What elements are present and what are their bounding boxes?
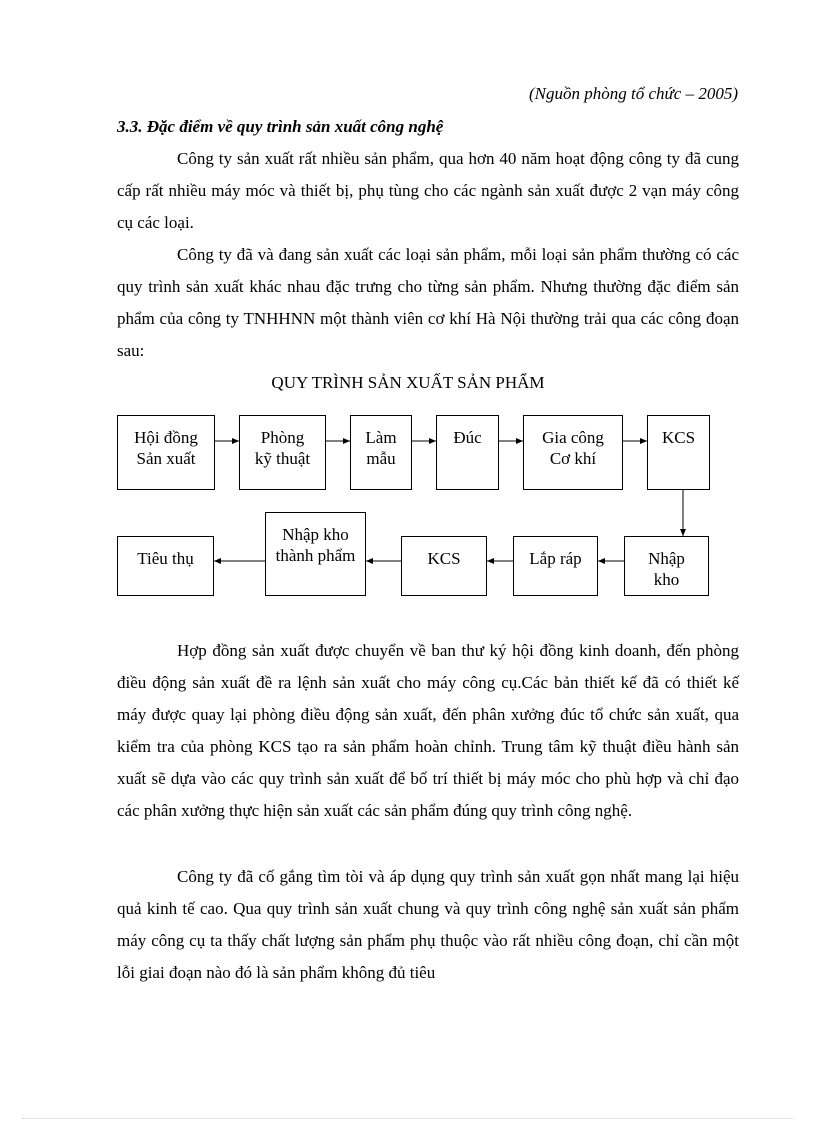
flow-box-hoi-dong-san-xuat: Hội đồng Sản xuất [117,415,215,490]
flow-box-duc: Đúc [436,415,499,490]
paragraph-4: Công ty đã cố gắng tìm tòi và áp dụng quy trình sản xuất gọn nhất mang lại hiệu quả kinh tế cao. Qua quy trình sản xuất chung và quy trình công nghệ sản xuất sản phẩm máy công cụ ta thấy chất lượng sản phẩm phụ thuộc vào rất nhiều công đoạn, chỉ cần một lỗi giai đoạn nào đó là sản phẩm không đủ tiêu [117,867,739,982]
flowchart-title: QUY TRÌNH SẢN XUẤT SẢN PHẨM [271,373,545,392]
flow-box-nhap-kho-thanh-pham: Nhập kho thành phẩm [265,512,366,596]
paragraph-2: Công ty đã và đang sản xuất các loại sản phẩm, mỗi loại sản phẩm thường có các quy trình sản xuất khác nhau đặc trưng cho từng sản phẩm. Nhưng thường đặc điểm sản phẩm của công ty TNHHNN một thành viên cơ khí Hà Nội thường trải qua các công đoạn sau: [117,245,739,360]
flow-box-lam-mau: Làm mẫu [350,415,412,490]
paragraph-3: Hợp đồng sản xuất được chuyển về ban thư ký hội đồng kinh doanh, đến phòng điều động sản xuất đề ra lệnh sản xuất cho máy công cụ.Các bản thiết kế đã có thiết kế máy được quay lại phòng điều động sản xuất, đến phân xưởng đúc tổ chức sản xuất, qua kiểm tra của phòng KCS tạo ra sản phẩm hoàn chỉnh. Trung tâm kỹ thuật điều hành sản xuất sẽ dựa vào các quy trình sản xuất để bố trí thiết bị máy móc cho phù hợp và chỉ đạo các phân xưởng thực hiện sản xuất các sản phẩm đúng quy trình công nghệ. [117,641,739,820]
flow-box-kcs-1: KCS [647,415,710,490]
flow-box-kcs-2: KCS [401,536,487,596]
flow-box-lap-rap: Lắp ráp [513,536,598,596]
page-bottom-border [22,1118,794,1119]
source-note: (Nguồn phòng tổ chức – 2005) [529,84,738,103]
section-heading: 3.3. Đặc điểm về quy trình sản xuất công nghệ [117,117,444,136]
paragraph-1: Công ty sản xuất rất nhiều sản phẩm, qua hơn 40 năm hoạt động công ty đã cung cấp rất nhiều máy móc và thiết bị, phụ tùng cho các ngành sản xuất được 2 vạn máy công cụ các loại. [117,149,739,232]
flow-box-nhap-kho: Nhập kho [624,536,709,596]
flow-box-tieu-thu: Tiêu thụ [117,536,214,596]
flow-box-phong-ky-thuat: Phòng kỹ thuật [239,415,326,490]
flow-box-gia-cong-co-khi: Gia công Cơ khí [523,415,623,490]
